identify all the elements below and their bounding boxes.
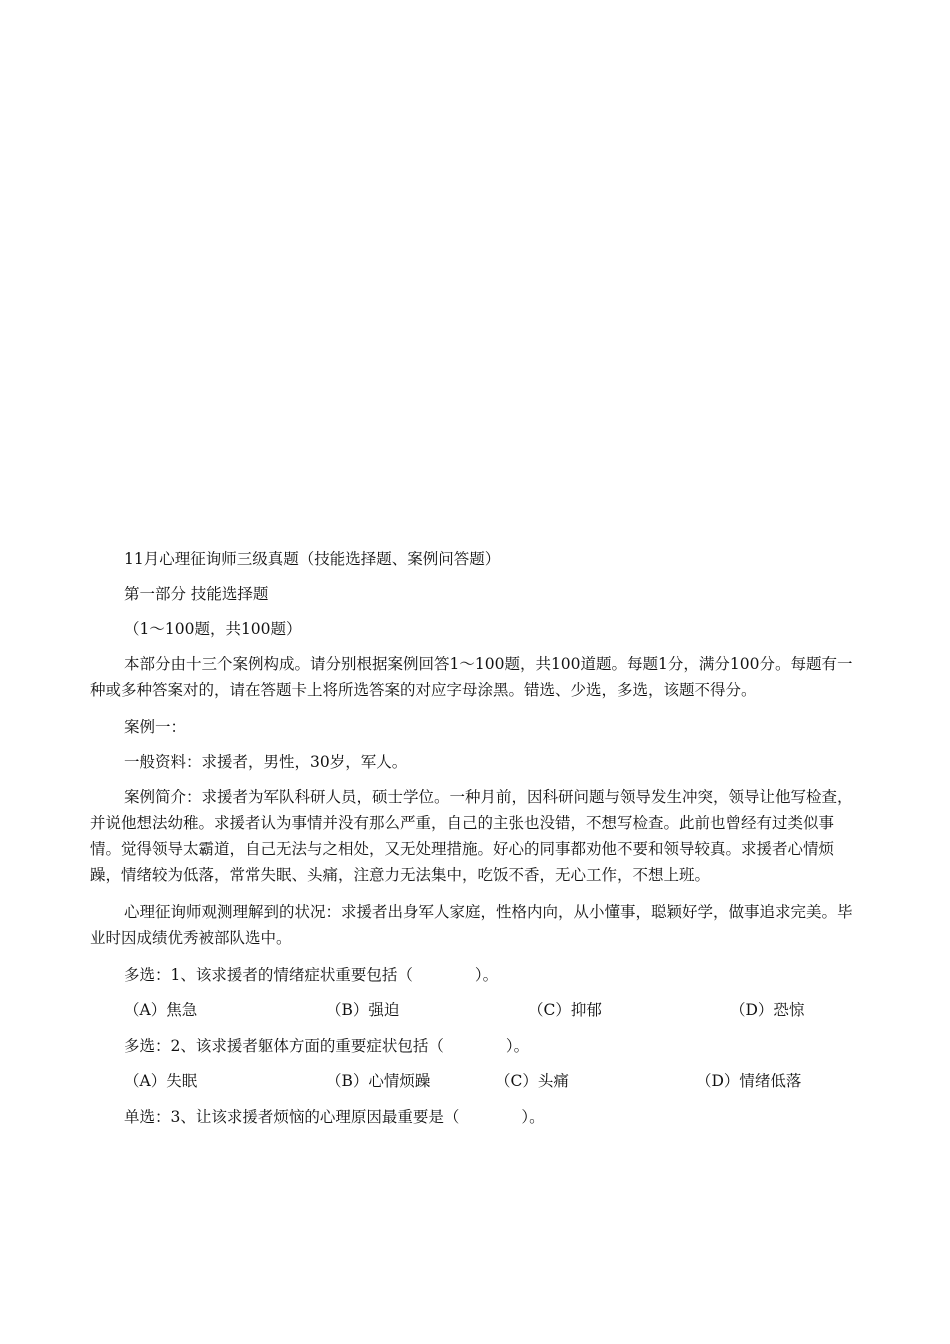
question-stem-2: 多选：2、该求援者躯体方面的重要症状包括（ ）。 — [124, 1037, 530, 1055]
document-title: 11月心理征询师三级真题（技能选择题、案例问答题） — [124, 550, 501, 568]
option-b: （B）心情烦躁 — [326, 1072, 431, 1090]
option-a: （A）失眠 — [124, 1072, 198, 1090]
case-intro-paragraph: 案例简介：求援者为军队科研人员，硕士学位。一种月前，因科研问题与领导发生冲突，领导让他写检查，并说他想法幼稚。求援者认为事情并没有那么严重，自己的主张也没错，不想写检查。此前也曾经有过类似事情。觉得领导太霸道，自己无法与之相处，又无处理措施。好心的同事都劝他不要和领导较真。求援者心情烦躁，情绪较为低落，常常失眠、头痛，注意力无法集中，吃饭不香，无心工作，不想上班。 — [90, 788, 853, 884]
option-c: （C）抑郁 — [528, 1001, 602, 1019]
question-options-1 — [90, 997, 860, 1023]
option-b: （B）强迫 — [326, 1001, 400, 1019]
observation-paragraph: 心理征询师观测理解到的状况：求援者出身军人家庭，性格内向，从小懂事，聪颖好学，做事追求完美。毕业时因成绩优秀被部队选中。 — [90, 903, 853, 947]
question-range: （1～100题，共100题） — [124, 620, 302, 638]
question-stem-3: 单选：3、让该求援者烦恼的心理原因最重要是（ ）。 — [124, 1108, 545, 1126]
instructions-paragraph: 本部分由十三个案例构成。请分别根据案例回答1～100题，共100道题。每题1分，满分100分。每题有一种或多种答案对的，请在答题卡上将所选答案的对应字母涂黑。错选、少选，多选，该题不得分。 — [90, 655, 853, 699]
case-heading: 案例一： — [124, 718, 187, 736]
option-c: （C）头痛 — [495, 1072, 569, 1090]
option-d: （D）情绪低落 — [696, 1072, 802, 1090]
question-options-2 — [90, 1068, 860, 1094]
option-a: （A）焦急 — [124, 1001, 198, 1019]
question-stem-1: 多选：1、该求援者的情绪症状重要包括（ ）。 — [124, 966, 499, 984]
part-heading: 第一部分 技能选择题 — [124, 585, 269, 603]
document-body — [90, 546, 860, 1139]
option-d: （D）恐惊 — [730, 1001, 805, 1019]
general-info: 一般资料：求援者，男性，30岁，军人。 — [124, 753, 408, 771]
